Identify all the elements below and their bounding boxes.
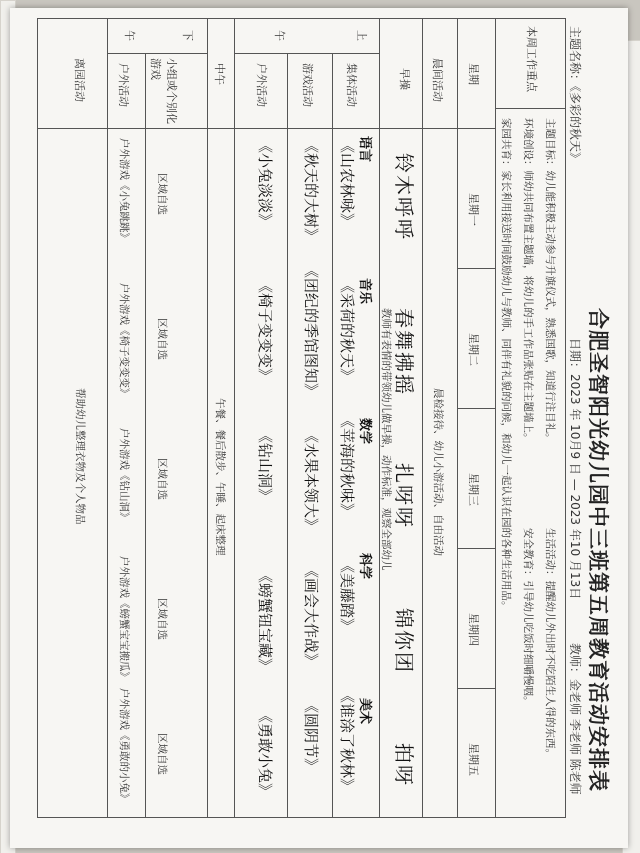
row-label-morning: 晨间活动 [431,58,444,102]
row-divider [234,18,235,818]
row-divider [287,53,288,818]
table-border-right [37,817,566,818]
outdoor-pm-wed: 户外游戏《钻山洞》 [118,428,130,523]
outdoor-wed: 《钻山洞》 [256,428,274,504]
exercise-thu: 锦你团 [392,608,416,674]
row-divider [145,53,146,818]
exercise-fri: 拍呀 [392,743,416,787]
row-label-group: 集体活动 [345,63,358,107]
row-divider [107,18,108,818]
exercise-mon: 铃木呼呼 [392,153,416,241]
col-divider [458,548,496,549]
games-mon: 《秋天的大树》 [302,138,320,244]
row-divider [495,18,496,818]
header-day-3: 星期三 [467,473,480,506]
row-divider [379,18,380,818]
forenoon-label-a: 上 [355,30,368,41]
focus-label: 本周工作重点 [525,26,538,92]
col-divider [458,408,496,409]
group-wed: 《苹海的秋味》 [338,413,356,519]
group-fri: 《谁涂了秋林》 [338,688,356,794]
focus-safety: 安全教育：引导幼儿吃饭时细嚼慢咽。 [522,528,534,707]
header-day-2: 星期二 [467,333,480,366]
row-divider [457,18,458,818]
row-divider [207,18,208,818]
group-mon: 《山农林咏》 [338,138,356,229]
games-thu: 《画会大作战》 [302,563,320,669]
afternoon-label-b: 午 [123,30,136,41]
small-group-tue: 区域自选 [156,318,168,360]
tag-thu: 科学 [357,553,372,580]
header-day-1: 星期一 [467,193,480,226]
table-border-bottom [37,18,38,818]
tag-tue: 音乐 [357,278,372,305]
forenoon-label-b: 午 [273,30,286,41]
small-group-fri: 区域自选 [156,733,168,775]
exercise-note: 教师有表情的带领幼儿做早操，动作标准，观察全部幼儿 [380,308,392,571]
outdoor-pm-tue: 户外游戏《椅子变变变》 [118,283,130,399]
col-divider [496,108,566,109]
col-divider [108,53,208,54]
rotated-document [33,8,628,828]
row-label-small-group: 小组或个别化游戏 [149,58,178,124]
games-wed: 《水果本领大》 [302,428,320,534]
noon-content: 午餐、餐后散步、午睡、起床整理 [214,398,226,556]
focus-home: 家园共育：家长利用接送时间鼓励幼儿与教师、同伴有礼貌的问候，和幼儿一起认识在园的各种生活用品。 [500,118,512,612]
teachers: 教师：金老师 李老师 陈老师 [568,643,582,795]
table-border-left [37,18,566,19]
leave-content: 帮助幼儿整理衣物及个人物品 [74,388,86,525]
row-label-leave: 离园活动 [73,58,86,102]
outdoor-pm-fri: 户外游戏《勇敢的小兔》 [118,688,130,804]
header-day-5: 星期五 [467,743,480,776]
row-divider [422,18,423,818]
focus-life: 生活活动：提醒幼儿外出时不吃陌生人得的东西。 [544,528,556,759]
outdoor-mon: 《小兔淡淡》 [256,138,274,229]
group-tue: 《采荷的秋天》 [338,278,356,384]
small-group-wed: 区域自选 [156,458,168,500]
header-day-4: 星期四 [467,613,480,646]
col-divider [458,688,496,689]
outdoor-pm-thu: 户外游戏《螃蟹宝宝搬瓜》 [118,556,130,682]
row-divider [332,53,333,818]
focus-goal: 主题目标：幼儿能积极主动参与升旗仪式，熟悉国歌，知道行注目礼。 [544,118,556,444]
tag-fri: 美术 [357,698,372,725]
outdoor-pm-mon: 户外游戏《小兔跳跳》 [118,138,130,243]
row-label-noon: 中午 [213,63,226,85]
exercise-tue: 春舞拂摇 [392,308,416,396]
small-group-mon: 区域自选 [156,173,168,215]
tag-wed: 数学 [357,418,372,445]
outdoor-fri: 《勇敢小兔》 [256,708,274,799]
row-label-outdoor-am: 户外活动 [255,63,268,107]
group-thu: 《美藤踏》 [338,558,356,634]
games-tue: 《团纪的季馆图知》 [302,263,320,399]
outdoor-tue: 《椅子变变变》 [256,278,274,384]
focus-environment: 环境创设：师幼共同布置主题墙，将幼儿的手工作品张贴在主题墙上。 [522,118,534,444]
date-range: 日期：2023 年 10月9 日 — 2023 年10 月13日 [568,338,582,600]
col-divider [235,53,380,54]
document-title: 合肥圣智阳光幼儿园中三班第五周教育活动安排表 [586,308,610,792]
row-label-exercise: 早操 [398,68,411,90]
table-border-top [565,18,566,818]
morning-content: 晨检接待、幼儿小游活动、自由活动 [432,388,444,556]
schedule-sheet [10,8,628,848]
row-label-games: 游戏活动 [301,63,314,107]
outdoor-thu: 《螃蟹钮宝藏》 [256,568,274,674]
tag-mon: 语言 [357,136,372,163]
exercise-wed: 扎呀呀 [392,463,416,529]
row-label-outdoor-pm: 户外活动 [117,63,130,107]
small-group-thu: 区域自选 [156,598,168,640]
col-divider [458,268,496,269]
afternoon-label-a: 下 [181,30,194,41]
games-fri: 《圆阴节》 [302,698,320,774]
header-week: 星期 [467,63,480,85]
theme-name: 主题名称：《多彩的秋天》 [568,26,582,165]
